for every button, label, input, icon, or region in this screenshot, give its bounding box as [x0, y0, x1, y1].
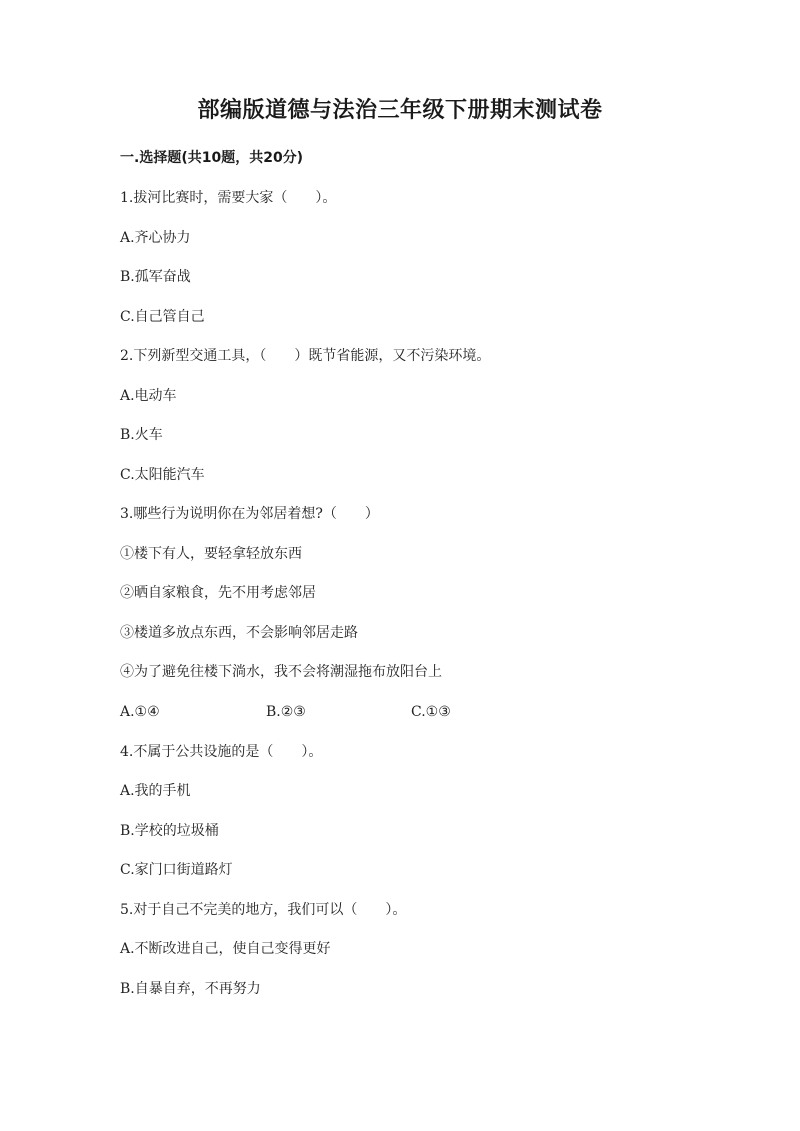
answer-option: A.齐心协力: [120, 230, 191, 246]
statement-item: ①楼下有人，要轻拿轻放东西: [120, 546, 302, 562]
statement-item: ④为了避免往楼下淌水，我不会将潮湿拖布放阳台上: [120, 664, 442, 680]
answer-option: C.太阳能汽车: [120, 467, 205, 483]
answer-option: B.火车: [120, 427, 163, 443]
section-heading: 一.选择题(共10题，共20分): [120, 150, 304, 166]
answer-option: B.②③: [266, 704, 306, 720]
question-stem: 5.对于自己不完美的地方，我们可以（ ）。: [120, 902, 407, 918]
answer-option: B.自暴自弃，不再努力: [120, 981, 261, 997]
question-stem: 3.哪些行为说明你在为邻居着想?（ ）: [120, 506, 379, 522]
answer-option: B.学校的垃圾桶: [120, 823, 219, 839]
answer-option: B.孤军奋战: [120, 269, 191, 285]
answer-option: A.①④: [120, 704, 160, 720]
answer-option: C.①③: [411, 704, 451, 720]
answer-option: C.家门口街道路灯: [120, 862, 233, 878]
question-stem: 2.下列新型交通工具，（ ）既节省能源，又不污染环境。: [120, 348, 491, 364]
question-stem: 4.不属于公共设施的是（ ）。: [120, 744, 323, 760]
answer-option: A.我的手机: [120, 783, 191, 799]
answer-option: C.自己管自己: [120, 309, 205, 325]
question-stem: 1.拔河比赛时，需要大家（ ）。: [120, 190, 337, 206]
page-title: 部编版道德与法治三年级下册期末测试卷: [197, 98, 603, 123]
statement-item: ③楼道多放点东西，不会影响邻居走路: [120, 625, 358, 641]
answer-option: A.电动车: [120, 388, 177, 404]
answer-option: A.不断改进自己，使自己变得更好: [120, 941, 331, 957]
statement-item: ②晒自家粮食，先不用考虑邻居: [120, 585, 316, 601]
options-row: [120, 701, 620, 723]
